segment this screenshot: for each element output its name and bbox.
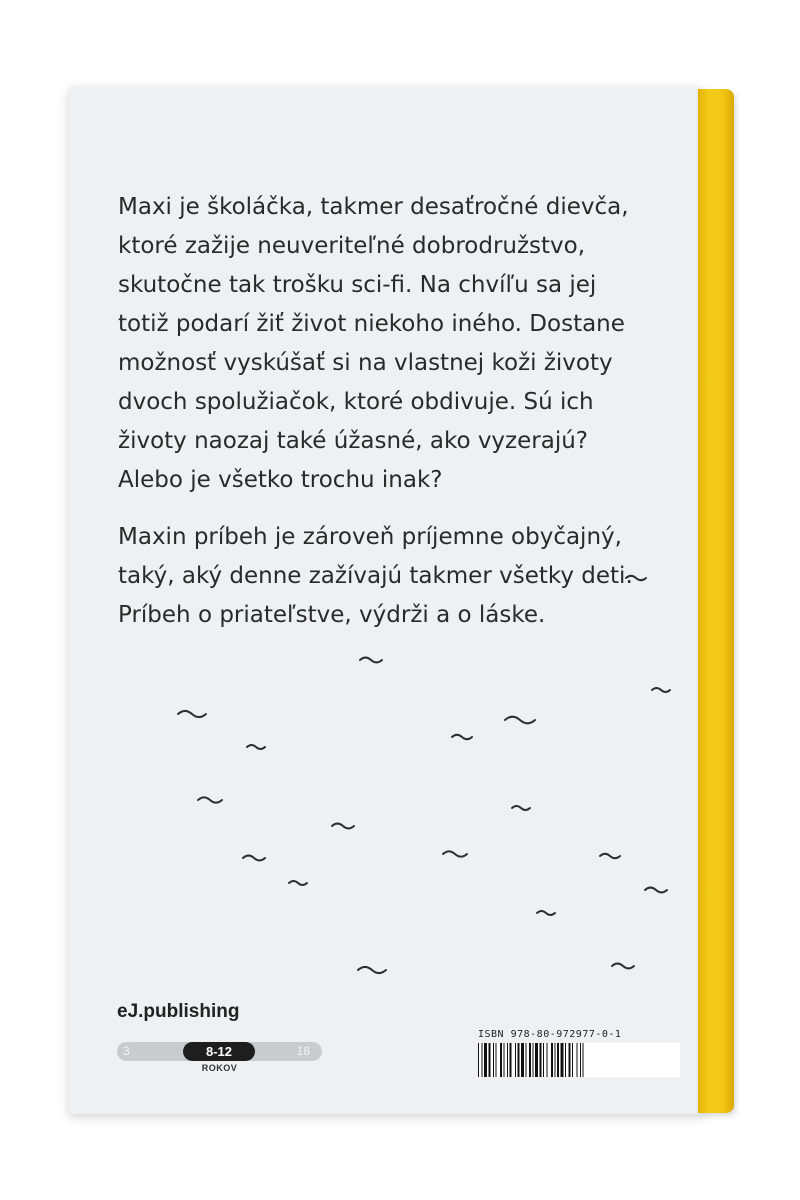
- barcode-bar: [577, 1043, 578, 1077]
- barcode-bar: [510, 1043, 512, 1077]
- age-unit-label: ROKOV: [201, 1063, 238, 1073]
- barcode: [478, 1043, 680, 1077]
- barcode-bar: [540, 1043, 542, 1077]
- blurb-line: totiž podarí žiť život niekoho iného. Dostane: [118, 311, 625, 337]
- barcode-bar: [526, 1043, 527, 1077]
- barcode-bar: [521, 1043, 524, 1077]
- barcode-bar: [572, 1043, 573, 1077]
- barcode-bar: [507, 1043, 508, 1077]
- blurb-line: Alebo je všetko trochu inak?: [118, 467, 443, 493]
- barcode-bar: [496, 1043, 497, 1077]
- barcode-bar: [565, 1043, 566, 1077]
- blurb-line: ktoré zažije neuveriteľné dobrodružstvo,: [118, 233, 586, 259]
- barcode-bar: [515, 1043, 516, 1077]
- barcode-bar: [489, 1043, 491, 1077]
- publisher-logo: eJ.publishing: [117, 1001, 240, 1022]
- barcode-bar: [493, 1043, 494, 1077]
- barcode-bar: [529, 1043, 531, 1077]
- blurb-line: Maxi je školáčka, takmer desaťročné dievča,: [118, 194, 629, 220]
- blurb-line: dvoch spolužiačok, ktoré obdivuje. Sú ich: [118, 389, 594, 415]
- barcode-bar: [518, 1043, 520, 1077]
- barcode-bar: [583, 1043, 584, 1077]
- barcode-bar: [533, 1043, 534, 1077]
- barcode-bar: [551, 1043, 553, 1077]
- barcode-bar: [580, 1043, 581, 1077]
- barcode-bar: [500, 1043, 502, 1077]
- barcode-bar: [569, 1043, 571, 1077]
- age-scale-min: 3: [123, 1044, 130, 1058]
- barcode-bar: [478, 1043, 479, 1077]
- blurb-line: taký, aký denne zažívajú takmer všetky deti.: [118, 563, 633, 589]
- blurb-text: [118, 188, 718, 635]
- blurb-line: životy naozaj také úžasné, ako vyzerajú?: [118, 428, 588, 454]
- blurb-paragraph-1: [118, 188, 718, 500]
- barcode-bar: [555, 1043, 556, 1077]
- isbn-text: ISBN 978-80-972977-0-1: [478, 1029, 622, 1040]
- blurb-line: možnosť vyskúšať si na vlastnej koži životy: [118, 350, 613, 376]
- barcode-bar: [504, 1043, 505, 1077]
- barcode-bar: [557, 1043, 559, 1077]
- barcode-bar: [543, 1043, 544, 1077]
- blurb-paragraph-2: [118, 518, 718, 635]
- blurb-line: Príbeh o priateľstve, výdrži a o láske.: [118, 602, 546, 628]
- barcode-bar: [482, 1043, 483, 1077]
- age-scale-bar: [117, 1042, 322, 1061]
- barcode-bar: [561, 1043, 564, 1077]
- age-range-badge: 8-12: [183, 1042, 255, 1061]
- blurb-line: Maxin príbeh je zároveň príjemne obyčajný,: [118, 524, 622, 550]
- blurb-line: skutočne tak trošku sci-fi. Na chvíľu sa jej: [118, 272, 597, 298]
- barcode-bar: [535, 1043, 538, 1077]
- age-scale-max: 18: [296, 1044, 310, 1058]
- barcode-bar: [547, 1043, 548, 1077]
- barcode-bar: [484, 1043, 487, 1077]
